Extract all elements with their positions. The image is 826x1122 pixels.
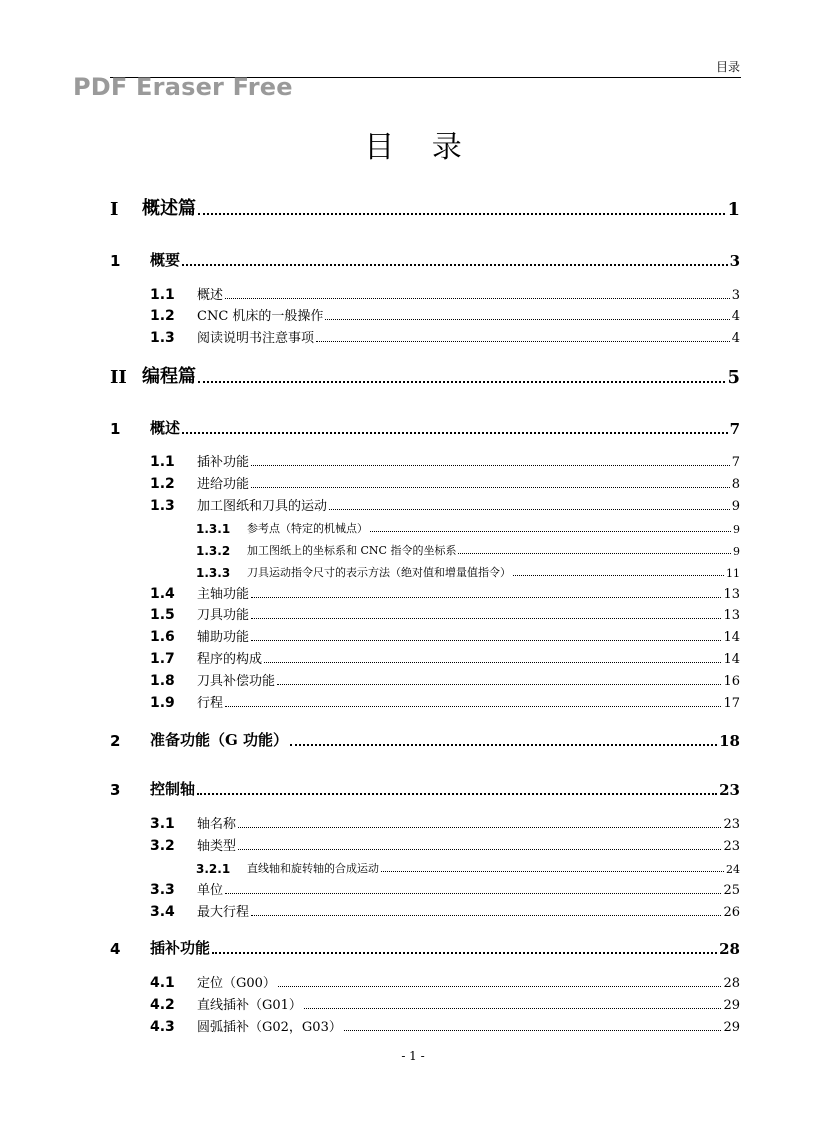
toc-entry-title: 刀具功能 bbox=[197, 608, 250, 623]
toc-entry[interactable] bbox=[110, 689, 740, 711]
toc-entry-number: 1.3 bbox=[150, 498, 175, 514]
toc-entry[interactable] bbox=[110, 536, 740, 558]
toc-entry-number: 1.1 bbox=[150, 454, 175, 470]
toc-leader-dots bbox=[225, 298, 730, 299]
toc-entry-title: 刀具补偿功能 bbox=[197, 674, 276, 689]
toc-entry-page: 23 bbox=[723, 817, 740, 832]
toc-entry-number: 3.3 bbox=[150, 882, 175, 898]
toc-leader-dots bbox=[277, 684, 721, 685]
toc-entry[interactable] bbox=[110, 810, 740, 832]
toc-entry-title: 进给功能 bbox=[197, 477, 250, 492]
toc-entry-title: 加工图纸上的坐标系和 CNC 指令的坐标系 bbox=[247, 544, 457, 557]
toc-entry-title: 主轴功能 bbox=[197, 587, 250, 602]
toc-leader-dots bbox=[251, 597, 721, 598]
toc-entry-number: 1.2 bbox=[150, 308, 175, 324]
toc-entry-title: 插补功能 bbox=[197, 455, 250, 470]
toc-entry-number: 2 bbox=[110, 732, 121, 750]
toc-entry[interactable] bbox=[110, 645, 740, 667]
toc-leader-dots bbox=[182, 264, 728, 266]
toc-entry-page: 9 bbox=[733, 523, 740, 536]
toc-entry-page: 4 bbox=[731, 331, 740, 346]
toc-entry-page: 26 bbox=[723, 905, 740, 920]
toc-entry-number: I bbox=[110, 199, 119, 220]
toc-entry[interactable] bbox=[110, 492, 740, 514]
toc-entry-number: II bbox=[110, 367, 127, 388]
toc-entry-page: 9 bbox=[733, 545, 740, 558]
toc-entry-page: 9 bbox=[731, 499, 740, 514]
toc-leader-dots bbox=[198, 213, 725, 215]
toc-leader-dots bbox=[513, 575, 724, 576]
toc-entry-title: 参考点（特定的机械点） bbox=[247, 522, 368, 535]
toc-entry[interactable] bbox=[110, 898, 740, 920]
toc-leader-dots bbox=[182, 432, 728, 434]
toc-entry-number: 1.3.1 bbox=[196, 522, 231, 536]
toc-entry-page: 28 bbox=[723, 976, 740, 991]
toc-entry-title: 圆弧插补（G02，G03） bbox=[197, 1020, 342, 1035]
toc-entry-number: 1.1 bbox=[150, 287, 175, 303]
toc-entry-page: 3 bbox=[729, 252, 740, 270]
toc-entry-number: 1.3 bbox=[150, 330, 175, 346]
toc-entry-title: 轴类型 bbox=[197, 839, 237, 854]
toc-entry-title: 概述 bbox=[197, 288, 224, 303]
toc-leader-dots bbox=[316, 341, 730, 342]
toc-entry-page: 18 bbox=[719, 732, 740, 750]
toc-entry-title: CNC 机床的一般操作 bbox=[197, 309, 324, 324]
toc-entry-title: 编程篇 bbox=[142, 366, 196, 387]
toc-entry-page: 3 bbox=[731, 288, 740, 303]
toc-entry-number: 1 bbox=[110, 420, 121, 438]
toc-entry-number: 3.1 bbox=[150, 816, 175, 832]
toc-entry-page: 17 bbox=[723, 696, 740, 711]
toc-entry-title: 行程 bbox=[197, 696, 224, 711]
toc-entry[interactable] bbox=[110, 1013, 740, 1035]
toc-entry-page: 28 bbox=[719, 940, 740, 958]
toc-entry-title: 最大行程 bbox=[197, 905, 250, 920]
toc-entry-page: 11 bbox=[726, 567, 740, 580]
toc-entry[interactable] bbox=[110, 281, 740, 303]
toc-entry-page: 29 bbox=[723, 998, 740, 1013]
toc-leader-dots bbox=[458, 553, 731, 554]
toc-leader-dots bbox=[251, 618, 721, 619]
toc-entry[interactable] bbox=[110, 832, 740, 854]
toc-entry-number: 3.2.1 bbox=[196, 862, 231, 876]
toc-entry[interactable] bbox=[110, 777, 740, 799]
toc-entry-page: 8 bbox=[731, 477, 740, 492]
toc-entry-number: 1.5 bbox=[150, 607, 175, 623]
toc-entry[interactable] bbox=[110, 366, 740, 388]
toc-entry[interactable] bbox=[110, 416, 740, 438]
toc-entry-page: 14 bbox=[723, 630, 740, 645]
toc-entry-number: 4 bbox=[110, 940, 121, 958]
toc-entry-number: 4.1 bbox=[150, 975, 175, 991]
toc-entry[interactable] bbox=[110, 248, 740, 270]
toc-entry-title: 刀具运动指令尺寸的表示方法（绝对值和增量值指令） bbox=[247, 566, 511, 579]
toc-leader-dots bbox=[225, 893, 721, 894]
toc-entry-page: 24 bbox=[726, 863, 740, 876]
toc-entry-page: 13 bbox=[723, 587, 740, 602]
toc-entry-title: 直线插补（G01） bbox=[197, 998, 302, 1013]
toc-entry-title: 直线轴和旋转轴的合成运动 bbox=[247, 862, 379, 875]
toc-entry-title: 阅读说明书注意事项 bbox=[197, 331, 315, 346]
toc-entry[interactable] bbox=[110, 854, 740, 876]
toc-entry-number: 3.2 bbox=[150, 838, 175, 854]
toc-entry[interactable] bbox=[110, 198, 740, 220]
toc-entry-title: 程序的构成 bbox=[197, 652, 263, 667]
page-number: - 1 - bbox=[401, 1049, 425, 1063]
toc-entry[interactable] bbox=[110, 991, 740, 1013]
toc-leader-dots bbox=[225, 706, 721, 707]
toc-entry[interactable] bbox=[110, 580, 740, 602]
toc-entry[interactable] bbox=[110, 514, 740, 536]
toc-entry-page: 7 bbox=[731, 455, 740, 470]
toc-entry-number: 3 bbox=[110, 781, 121, 799]
toc-entry-number: 1.7 bbox=[150, 651, 175, 667]
toc-entry[interactable] bbox=[110, 601, 740, 623]
toc-entry[interactable] bbox=[110, 302, 740, 324]
toc-entry[interactable] bbox=[110, 558, 740, 580]
toc-entry-number: 1.3.3 bbox=[196, 566, 231, 580]
toc-entry-page: 1 bbox=[727, 199, 740, 220]
toc-leader-dots bbox=[278, 986, 722, 987]
toc-entry-number: 1.2 bbox=[150, 476, 175, 492]
toc-entry-title: 概要 bbox=[150, 251, 181, 269]
toc-entry[interactable] bbox=[110, 969, 740, 991]
toc-leader-dots bbox=[264, 662, 721, 663]
toc-leader-dots bbox=[344, 1030, 722, 1031]
toc-leader-dots bbox=[329, 509, 730, 510]
toc-entry-number: 1.9 bbox=[150, 695, 175, 711]
toc-entry-number: 1.3.2 bbox=[196, 544, 231, 558]
toc-leader-dots bbox=[238, 827, 721, 828]
toc-entry-number: 1 bbox=[110, 252, 121, 270]
toc-entry[interactable] bbox=[110, 324, 740, 346]
toc-leader-dots bbox=[212, 952, 717, 954]
toc-leader-dots bbox=[304, 1008, 722, 1009]
toc-entry[interactable] bbox=[110, 470, 740, 492]
toc-entry-page: 23 bbox=[723, 839, 740, 854]
toc-entry[interactable] bbox=[110, 448, 740, 470]
toc-leader-dots bbox=[325, 319, 729, 320]
toc-entry-page: 5 bbox=[727, 367, 740, 388]
toc-leader-dots bbox=[290, 744, 717, 746]
toc-entry-page: 25 bbox=[723, 883, 740, 898]
toc-entry-page: 29 bbox=[723, 1020, 740, 1035]
toc-leader-dots bbox=[251, 640, 721, 641]
toc-entry-title: 插补功能 bbox=[150, 939, 211, 957]
toc-entry-page: 7 bbox=[729, 420, 740, 438]
toc-entry-page: 13 bbox=[723, 608, 740, 623]
page-title: 目 录 bbox=[364, 130, 476, 165]
toc-entry-title: 单位 bbox=[197, 883, 224, 898]
toc-entry-number: 4.2 bbox=[150, 997, 175, 1013]
toc-entry[interactable] bbox=[110, 936, 740, 958]
toc-entry-page: 14 bbox=[723, 652, 740, 667]
toc-entry-number: 1.8 bbox=[150, 673, 175, 689]
toc-entry-page: 16 bbox=[723, 674, 740, 689]
watermark: PDF Eraser Free bbox=[73, 73, 293, 101]
toc-entry-number: 1.6 bbox=[150, 629, 175, 645]
toc-entry[interactable] bbox=[110, 728, 740, 750]
toc-entry-number: 3.4 bbox=[150, 904, 175, 920]
toc-entry-title: 轴名称 bbox=[197, 817, 237, 832]
toc-leader-dots bbox=[370, 531, 731, 532]
toc-leader-dots bbox=[251, 465, 730, 466]
toc-entry-page: 23 bbox=[719, 781, 740, 799]
toc-leader-dots bbox=[251, 487, 730, 488]
toc-leader-dots bbox=[251, 915, 721, 916]
toc-entry-title: 加工图纸和刀具的运动 bbox=[197, 499, 328, 514]
toc-leader-dots bbox=[381, 871, 724, 872]
toc-entry-title: 准备功能（G 功能） bbox=[150, 731, 289, 749]
toc-leader-dots bbox=[198, 381, 725, 383]
toc-entry-title: 概述 bbox=[150, 419, 181, 437]
toc-entry-title: 定位（G00） bbox=[197, 976, 276, 991]
toc-entry[interactable] bbox=[110, 623, 740, 645]
toc-entry-title: 控制轴 bbox=[150, 780, 196, 798]
toc-entry-page: 4 bbox=[731, 309, 740, 324]
toc-entry-title: 辅助功能 bbox=[197, 630, 250, 645]
toc-entry[interactable] bbox=[110, 667, 740, 689]
toc-entry-title: 概述篇 bbox=[142, 198, 196, 219]
toc-entry-number: 4.3 bbox=[150, 1019, 175, 1035]
toc-leader-dots bbox=[197, 793, 717, 795]
toc-entry[interactable] bbox=[110, 876, 740, 898]
running-header: 目录 bbox=[715, 60, 740, 74]
toc-leader-dots bbox=[238, 849, 721, 850]
toc-entry-number: 1.4 bbox=[150, 586, 175, 602]
